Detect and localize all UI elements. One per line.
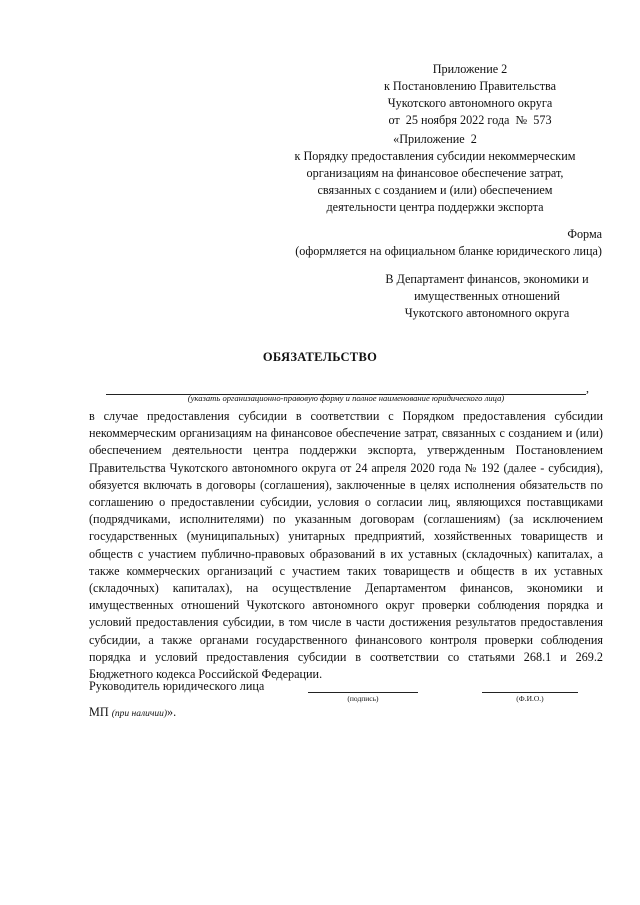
order-appendix-header — [270, 131, 600, 216]
organization-comma: , — [586, 381, 589, 395]
closing-quote: ». — [167, 705, 177, 719]
signature-caption: (подпись) — [347, 694, 379, 703]
stamp-block — [89, 704, 176, 723]
appendix-header — [360, 61, 580, 129]
signatory-label: Руководитель юридического лица — [89, 679, 265, 693]
appendix-line: Чукотского автономного округа — [387, 96, 553, 110]
full-name-line[interactable] — [482, 692, 578, 693]
order-appendix-line: деятельности центра поддержки экспорта — [326, 200, 544, 214]
stamp-label: МП — [89, 705, 109, 719]
form-label: Форма — [567, 227, 602, 241]
appendix-line: от 25 ноября 2022 года № 573 — [388, 113, 552, 127]
order-appendix-line: «Приложение 2 — [393, 132, 477, 146]
form-note: (оформляется на официальном бланке юридического лица) — [295, 244, 602, 258]
addressee — [352, 271, 622, 322]
organization-hint: (указать организационно-правовую форму и полное наименование юридического лица) — [187, 393, 505, 403]
order-appendix-line: к Порядку предоставления субсидии некоммерческим — [294, 149, 576, 163]
appendix-line: к Постановлению Правительства — [383, 79, 557, 93]
order-appendix-line: организациям на финансовое обеспечение затрат, — [306, 166, 564, 180]
addressee-line: Чукотского автономного округа — [404, 306, 570, 320]
form-block — [250, 226, 602, 260]
full-name-caption: (Ф.И.О.) — [516, 694, 544, 703]
document-title: ОБЯЗАТЕЛЬСТВО — [262, 350, 378, 364]
stamp-note: (при наличии) — [111, 709, 168, 719]
addressee-line: имущественных отношений — [414, 289, 560, 303]
signature-line[interactable] — [308, 692, 418, 693]
addressee-line: В Департамент финансов, экономики и — [385, 272, 589, 286]
obligation-body: в случае предоставления субсидии в соответствии с Порядком предоставления субсидии некоммерческим организациям на финансовое обеспечение затрат, связанных с созданием и (или) обеспечением деятельности центра поддержки экспорта, утвержденным Постановлением Правительства Чукотского автономного округа от 24 апреля 2020 года № 192 (далее - субсидия), обязуется включать в договоры (соглашения), заключенные в целях исполнения обязательств по соглашению о предоставлении субсидии, условия о согласии лиц, являющихся поставщиками (подрядчиками, исполнителями) по указанным договорам (соглашениям) (за исключением государственных (муниципальных) унитарных предприятий, хозяйственных товариществ и обществ с участием публично-правовых образований в их уставных (складочных) капиталах, а также коммерческих организаций с участием таких товариществ и обществ в их уставных (складочных) капиталах), на осуществление Департаментом финансов, экономики и имущественных отношений Чукотского автономного округ проверки соблюдения порядка и условий предоставления субсидии, в том числе в части достижения результатов предоставления субсидии, а также органами государственного финансового контроля проверки соблюдения порядка и условий предоставления субсидии в соответствии со статьями 268.1 и 269.2 Бюджетного кодекса Российской Федерации. — [89, 409, 603, 682]
appendix-line: Приложение 2 — [432, 62, 508, 76]
order-appendix-line: связанных с созданием и (или) обеспечением — [317, 183, 553, 197]
